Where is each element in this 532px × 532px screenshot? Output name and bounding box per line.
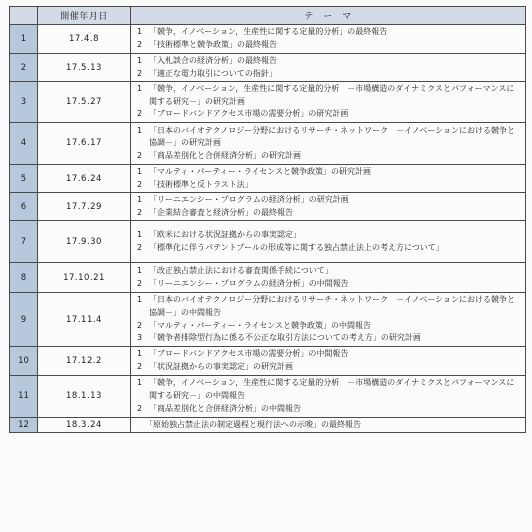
theme-item-text: 「ブロードバンドアクセス市場の需要分析」の研究計画 bbox=[149, 109, 349, 119]
row-number: 1 bbox=[10, 25, 38, 54]
row-number: 9 bbox=[10, 293, 38, 346]
theme-item-number: 1 bbox=[137, 349, 143, 359]
theme-item-text: 「マルティ・パーティー・ライセンスと競争政策」の中間報告 bbox=[149, 320, 371, 330]
theme-item-number: 2 bbox=[137, 109, 143, 119]
meeting-theme bbox=[131, 263, 526, 293]
meeting-theme bbox=[131, 164, 526, 192]
meeting-date: 17.6.17 bbox=[38, 122, 131, 164]
theme-item-text: 「ブロードバンドアクセス市場の需要分析」の中間報告 bbox=[149, 349, 349, 359]
table-row bbox=[10, 417, 526, 433]
theme-item-number: 3 bbox=[137, 333, 143, 343]
table-row bbox=[10, 122, 526, 164]
theme-item bbox=[137, 125, 521, 150]
meeting-date: 17.7.29 bbox=[38, 193, 131, 221]
theme-item bbox=[137, 68, 521, 81]
theme-item-number: 2 bbox=[137, 278, 143, 288]
table-row bbox=[10, 221, 526, 263]
theme-item-text: 「マルティ・パーティー・ライセンスと競争政策」の研究計画 bbox=[149, 166, 371, 176]
theme-item bbox=[137, 403, 521, 416]
row-number: 3 bbox=[10, 82, 38, 123]
theme-item-text: 「日本のバイオテクノロジー分野におけるリサーチ・ネットワーク －イノベーションにおける競争と協調－」の研究計画 bbox=[149, 125, 515, 148]
theme-item-number: 1 bbox=[137, 230, 143, 240]
theme-item-text: 「リーニエンシー・プログラムの経済分析」の研究計画 bbox=[149, 195, 349, 205]
table-row bbox=[10, 293, 526, 346]
meeting-theme bbox=[131, 346, 526, 375]
table-row bbox=[10, 193, 526, 221]
theme-item-number: 2 bbox=[137, 361, 143, 371]
meeting-date: 17.4.8 bbox=[38, 25, 131, 54]
theme-item-text: 「技術標準と反トラスト法」 bbox=[149, 179, 253, 189]
theme-item bbox=[137, 229, 521, 242]
theme-item bbox=[137, 242, 521, 255]
theme-item-text: 「商品差別化と合併経済分析」の研究計画 bbox=[149, 150, 301, 160]
theme-item-text: 「日本のバイオテクノロジー分野におけるリサーチ・ネットワーク －イノベーションにおける競争と協調－」の中間報告 bbox=[149, 295, 515, 317]
meeting-date: 17.10.21 bbox=[38, 263, 131, 293]
theme-item bbox=[137, 108, 521, 121]
theme-item-number: 2 bbox=[137, 403, 143, 413]
row-number: 2 bbox=[10, 54, 38, 82]
theme-item bbox=[137, 207, 521, 220]
meeting-date: 17.5.13 bbox=[38, 54, 131, 82]
theme-item-text: 「欧米における状況証拠からの事実認定」 bbox=[149, 230, 301, 240]
theme-item-text: 「競争，イノベーション，生産性に関する定量的分析」の最終報告 bbox=[149, 27, 388, 37]
row-number: 11 bbox=[10, 375, 38, 417]
theme-item bbox=[137, 278, 521, 291]
theme-item-number: 2 bbox=[137, 207, 143, 217]
theme-item-text: 「適正な電力取引についての指針」 bbox=[149, 68, 277, 78]
meeting-theme bbox=[131, 54, 526, 82]
meeting-theme bbox=[131, 25, 526, 54]
theme-item bbox=[137, 332, 521, 345]
meeting-date: 17.12.2 bbox=[38, 346, 131, 375]
meeting-schedule-table bbox=[9, 6, 526, 433]
theme-item bbox=[137, 150, 521, 163]
theme-item bbox=[137, 39, 521, 52]
meeting-theme bbox=[131, 293, 526, 346]
theme-item-text: 「入札談合の経済分析」の最終報告 bbox=[149, 56, 277, 65]
theme-item-number: 1 bbox=[137, 27, 143, 37]
theme-item-number: 2 bbox=[137, 179, 143, 189]
table-row bbox=[10, 375, 526, 417]
theme-item bbox=[137, 55, 521, 68]
theme-item bbox=[137, 377, 521, 402]
theme-item-number: 2 bbox=[137, 150, 143, 160]
theme-item bbox=[137, 348, 521, 361]
theme-item-number: 2 bbox=[137, 68, 143, 78]
row-number: 8 bbox=[10, 263, 38, 293]
row-number: 5 bbox=[10, 164, 38, 192]
meeting-theme bbox=[131, 375, 526, 417]
meeting-date: 17.11.4 bbox=[38, 293, 131, 346]
meeting-theme bbox=[131, 417, 526, 433]
header-theme: テ ー マ bbox=[131, 7, 526, 25]
theme-item-number: 1 bbox=[137, 166, 143, 176]
table-row bbox=[10, 164, 526, 192]
theme-item-text: 「技術標準と競争政策」の最終報告 bbox=[149, 40, 277, 49]
theme-item bbox=[137, 83, 521, 108]
meeting-theme bbox=[131, 221, 526, 263]
meeting-date: 18.1.13 bbox=[38, 375, 131, 417]
theme-item-text: 「改正独占禁止法における審査関係手続について」 bbox=[149, 266, 333, 276]
header-date: 開催年月日 bbox=[38, 7, 131, 25]
theme-item bbox=[137, 320, 521, 333]
theme-item-text: 「企業結合審査と経済分析」の最終報告 bbox=[149, 207, 293, 217]
meeting-date: 18.3.24 bbox=[38, 417, 131, 433]
row-number: 12 bbox=[10, 417, 38, 433]
meeting-date: 17.9.30 bbox=[38, 221, 131, 263]
theme-item-number: 2 bbox=[137, 40, 143, 49]
meeting-theme bbox=[131, 193, 526, 221]
theme-item-text: 「競争，イノベーション，生産性に関する定量的分析 －市場構造のダイナミクスとパフォーマンスに関する研究－」の中間報告 bbox=[149, 378, 515, 400]
meeting-theme bbox=[131, 82, 526, 123]
theme-item bbox=[137, 294, 521, 319]
theme-item-text: 「状況証拠からの事実認定」の研究計画 bbox=[149, 361, 293, 371]
meeting-date: 17.5.27 bbox=[38, 82, 131, 123]
table-row bbox=[10, 82, 526, 123]
theme-item-text: 「標準化に伴うパテントプールの形成等に関する独占禁止法上の考え方について」 bbox=[149, 242, 444, 252]
theme-item-number: 2 bbox=[137, 320, 143, 330]
theme-item bbox=[137, 179, 521, 192]
row-number: 10 bbox=[10, 346, 38, 375]
meeting-date: 17.6.24 bbox=[38, 164, 131, 192]
table-row bbox=[10, 263, 526, 293]
theme-item-text: 「競争，イノベーション，生産性に関する定量的分析 －市場構造のダイナミクスとパフォーマンスに関する研究－」の研究計画 bbox=[149, 84, 515, 106]
theme-item-text: 「商品差別化と合併経済分析」の中間報告 bbox=[149, 403, 301, 413]
theme-item-number: 1 bbox=[137, 378, 143, 388]
theme-text: 「原始独占禁止法の制定過程と現行法への示唆」の最終報告 bbox=[145, 419, 361, 429]
theme-item-number: 1 bbox=[137, 266, 143, 276]
row-number: 7 bbox=[10, 221, 38, 263]
theme-item-number: 1 bbox=[137, 125, 143, 135]
row-number: 6 bbox=[10, 193, 38, 221]
theme-item-number: 1 bbox=[137, 56, 143, 65]
table-header-row bbox=[10, 7, 526, 25]
theme-item-number: 1 bbox=[137, 295, 143, 305]
theme-item bbox=[137, 166, 521, 179]
theme-item-number: 1 bbox=[137, 84, 143, 94]
theme-item-text: 「リーニエンシー・プログラムの経済分析」の中間報告 bbox=[149, 278, 349, 288]
meeting-theme bbox=[131, 122, 526, 164]
theme-item-number: 2 bbox=[137, 242, 143, 252]
row-number: 4 bbox=[10, 122, 38, 164]
table-row bbox=[10, 25, 526, 54]
theme-item-number: 1 bbox=[137, 195, 143, 205]
theme-item bbox=[137, 194, 521, 207]
theme-item bbox=[137, 361, 521, 374]
theme-item bbox=[137, 265, 521, 278]
theme-item bbox=[137, 26, 521, 39]
table-row bbox=[10, 346, 526, 375]
theme-item-text: 「競争者排除型行為に係る不公正な取引方法についての考え方」の研究計画 bbox=[149, 333, 421, 343]
table-row bbox=[10, 54, 526, 82]
header-no bbox=[10, 7, 38, 25]
